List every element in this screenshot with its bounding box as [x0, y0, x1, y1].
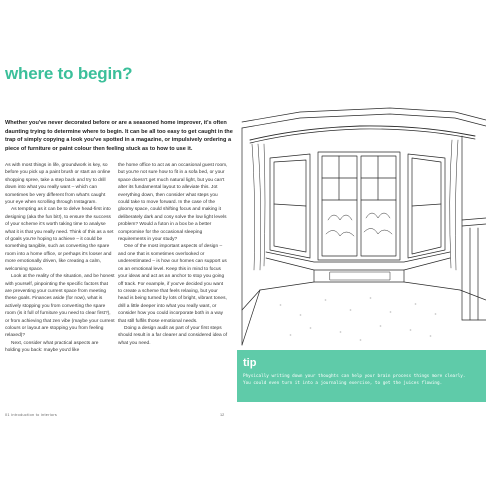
body-paragraph: As tempting as it can be to delve head-first into designing (aka the fun bit!), to ensure the success of your scheme it's worth taking time to analyse what it is that you really need. Think of this as a set of goals you're hoping to achieve – it could be something tangible, such as converting the spare room into a home office, or perhaps it's looser and more emotionally driven, like creating a calm, welcoming space.	[5, 207, 114, 272]
body-paragraph: Look at the reality of the situation, and be honest with yourself, pinpointing the specific factors that are preventing your current space from meeting these goals. Finances aside (for now), what is actively stopping you from converting the spare room (is it full of furniture you need to clear first?), or from achieving that zen vibe (maybe your current colours or layout are stopping you from feeling relaxed)?	[5, 274, 115, 339]
bay-window-illustration	[240, 100, 486, 360]
running-footer: 01 introduction to interiors	[5, 413, 58, 417]
body-paragraph: Doing a design audit as part of your first steps should result in a far clearer and considered idea of what you need.	[118, 325, 228, 346]
tip-body: Physically writing down your thoughts can help your brain process things more clearly. You could even turn it into a journaling exercise, to get the juices flowing.	[243, 374, 466, 386]
body-column-right	[118, 162, 228, 347]
tip-box	[237, 350, 486, 402]
tip-title: tip	[243, 357, 257, 369]
body-paragraph: As with most things in life, groundwork is key, so before you pick up a paint brush or start an online shopping spree, take a step back and try to drill down into what you really want – which can sometimes be very different from what's caught your eye when scrolling through Instagram.	[5, 163, 111, 206]
body-paragraph: Next, consider what practical aspects are holding you back: maybe you'd like	[5, 340, 99, 354]
body-paragraph: One of the most important aspects of design – and one that is sometimes overlooked or underestimated – is how our homes can support us on an emotional level. Keep this in mind to focus your ideas and act as an anchor to stop you going off track. For example, if you've decided you want to create a scheme that feels relaxing, but your head is being turned by lots of bright, vibrant tones, drill a little deeper into what you really want, or consider how you could incorporate both in a way that still fulfils those emotional needs.	[118, 244, 227, 324]
body-paragraph: the home office to act as an occasional guest room, but you're not sure how to fit in a sofa bed, or your space doesn't get much natural light, but you can't alter its fundamental layout to alleviate this. Jot everything down, then consider what steps you could take to move forward. In the case of the gloomy space, could shifting focus and making it deliberately dark and cosy solve the low light levels problem? Would a futon in a box be a better compromise for the occasional sleeping requirements in your study?	[118, 163, 228, 243]
page-number: 12	[220, 413, 225, 417]
body-column-left	[5, 162, 115, 355]
page-heading: where to begin?	[5, 64, 133, 83]
intro-paragraph: Whether you've never decorated before or are a seasoned home improver, it's often daunting trying to determine where to begin. It can be all too easy to get caught in the trap of simply copying a look you've spotted in a magazine, or impulsively ordering a piece of furniture or paint colour then feeling stuck as to how to use it.	[5, 120, 233, 152]
